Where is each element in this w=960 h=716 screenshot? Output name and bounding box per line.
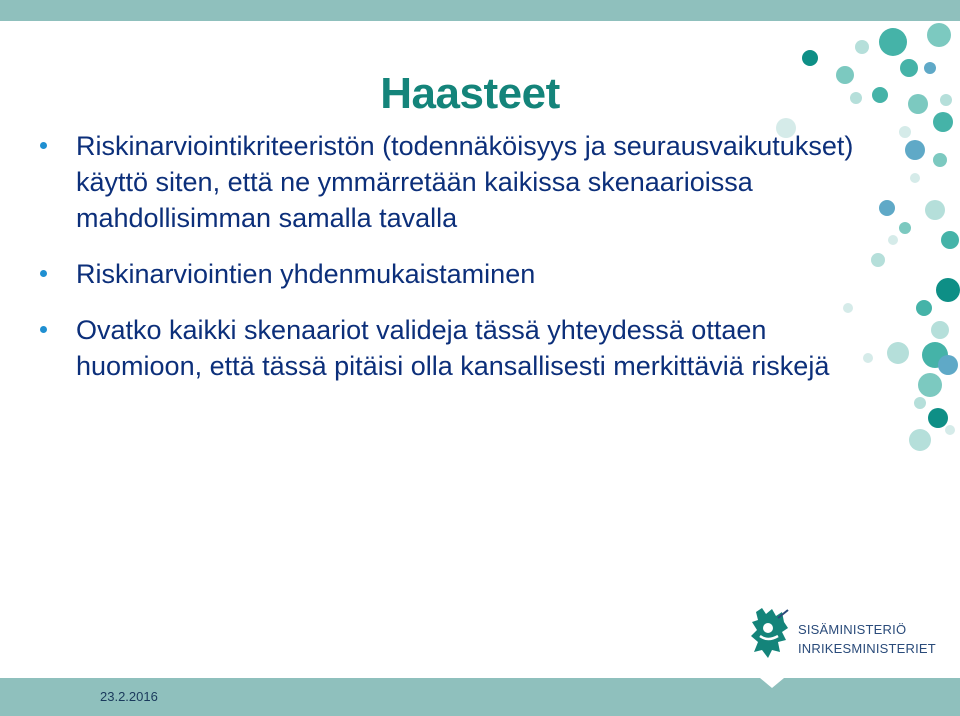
decorative-dot — [918, 373, 942, 397]
bullet-icon — [40, 270, 47, 277]
decorative-dot — [936, 278, 960, 302]
decorative-dot — [914, 397, 926, 409]
bullet-item — [38, 128, 898, 236]
bullet-text: Ovatko kaikki skenaariot valideja tässä yhteydessä ottaen huomioon, että tässä pitäisi olla kansallisesti merkittäviä riskejä — [76, 315, 830, 381]
bullet-list — [38, 128, 898, 384]
bullet-text: Riskinarviointikriteeristön (todennäköisyys ja seurausvaikutukset) käyttö siten, että ne ymmärretään kaikissa skenaarioissa mahdollisimman samalla tavalla — [76, 131, 854, 233]
bullet-item — [38, 312, 898, 384]
decorative-dot — [879, 28, 907, 56]
decorative-dot — [905, 140, 925, 160]
decorative-dot — [933, 153, 947, 167]
decorative-dot — [931, 321, 949, 339]
ministry-logo — [748, 604, 936, 664]
decorative-dot — [916, 300, 932, 316]
decorative-dot — [910, 173, 920, 183]
bullet-icon — [40, 142, 47, 149]
slide-date: 23.2.2016 — [100, 689, 158, 704]
bullet-icon — [40, 326, 47, 333]
decorative-dot — [855, 40, 869, 54]
decorative-dot — [927, 23, 951, 47]
logo-text-sv: INRIKESMINISTERIET — [798, 641, 936, 656]
bullet-item — [38, 256, 898, 292]
slide-title: Haasteet — [380, 69, 560, 119]
decorative-dot — [941, 231, 959, 249]
logo-text-fi: SISÄMINISTERIÖ — [798, 622, 907, 637]
decorative-dot — [909, 429, 931, 451]
decorative-dot — [925, 200, 945, 220]
decorative-dot — [928, 408, 948, 428]
decorative-dot — [899, 126, 911, 138]
decorative-dot — [945, 425, 955, 435]
bullet-text: Riskinarviointien yhdenmukaistaminen — [76, 259, 536, 289]
lion-crest-icon — [748, 606, 792, 662]
bottom-notch — [760, 678, 784, 688]
decorative-dot — [940, 94, 952, 106]
decorative-dot — [802, 50, 818, 66]
decorative-dot — [899, 222, 911, 234]
decorative-dot — [938, 355, 958, 375]
